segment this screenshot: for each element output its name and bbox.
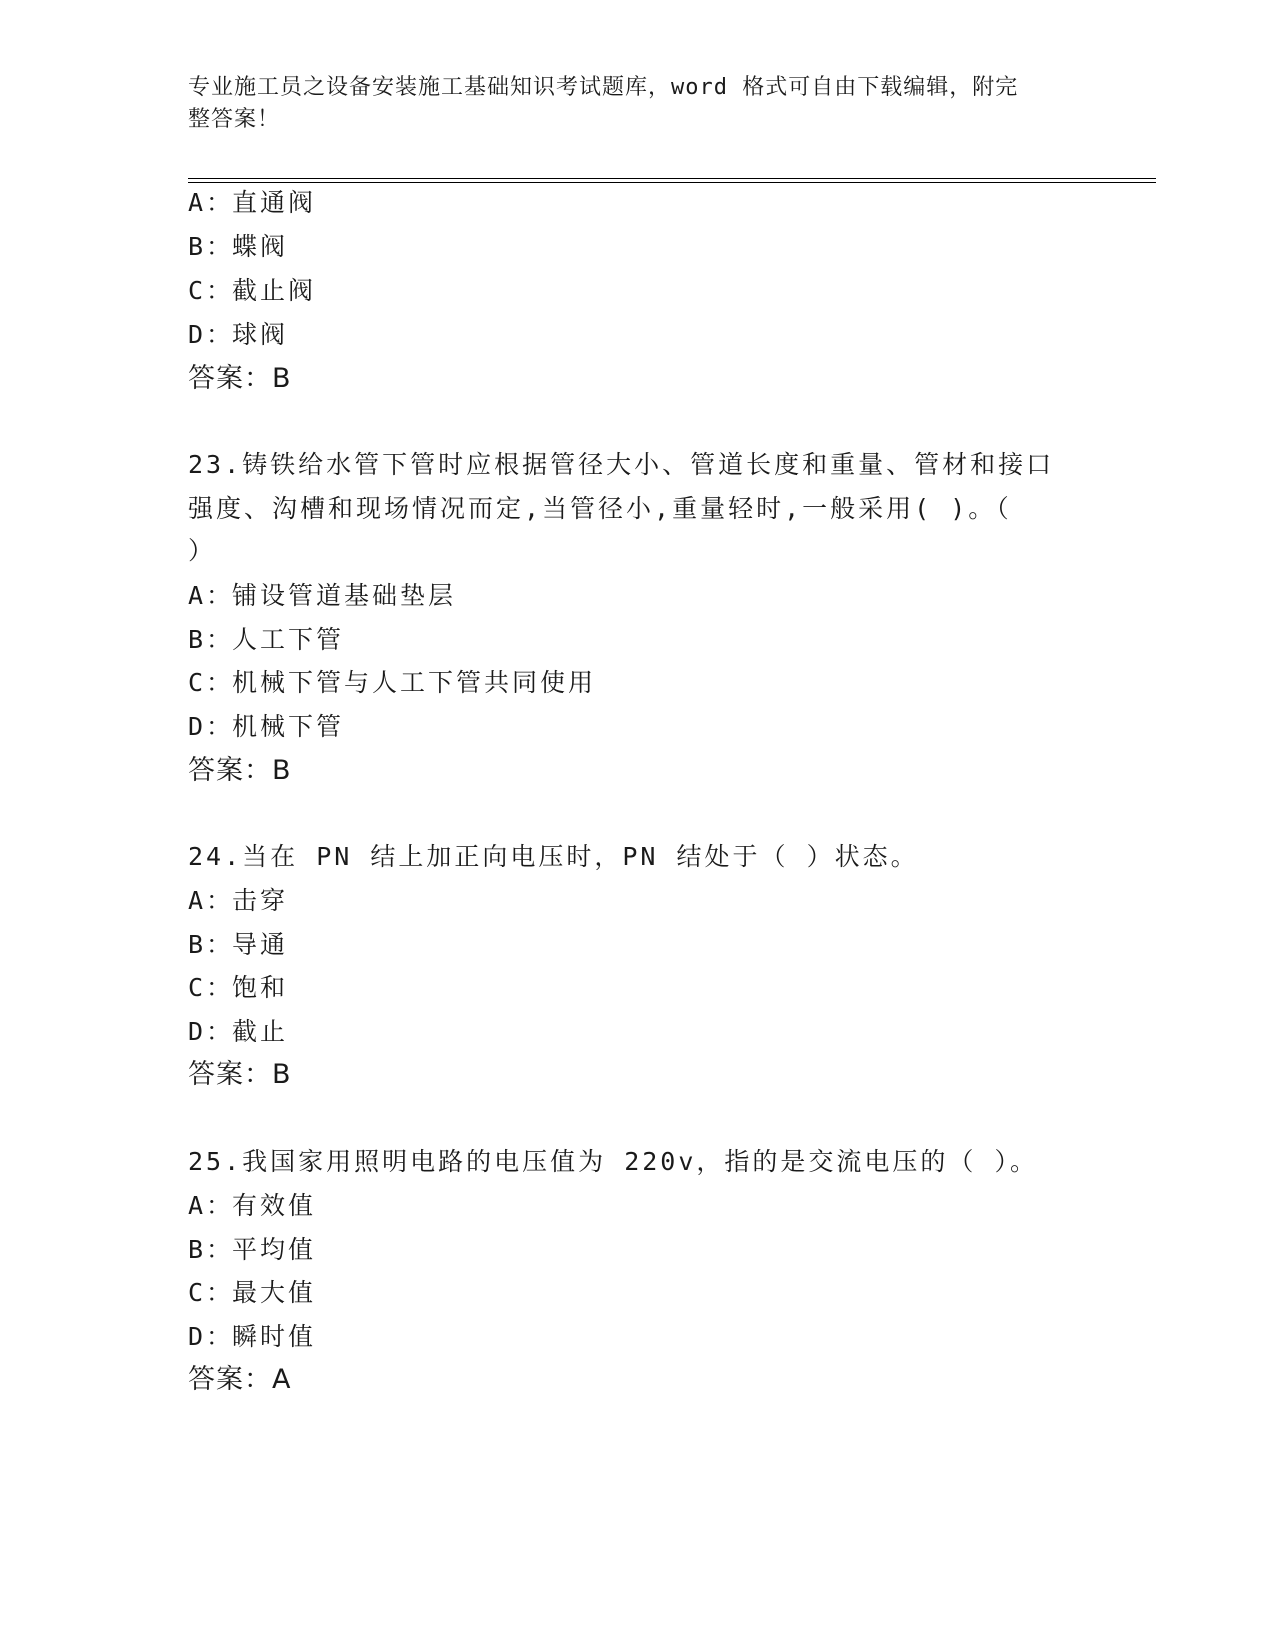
q23-answer: 答案：B — [188, 755, 292, 786]
q23-option-d: D：机械下管 — [188, 712, 345, 741]
q25-option-a: A：有效值 — [188, 1191, 317, 1220]
q24-stem: 24.当在 PN 结上加正向电压时，PN 结处于（ ）状态。 — [188, 842, 919, 871]
q23-stem-line-3: ） — [188, 536, 217, 565]
q23-stem-line-1: 23.铸铁给水管下管时应根据管径大小、管道长度和重量、管材和接口 — [188, 450, 1055, 479]
q25-stem: 25.我国家用照明电路的电压值为 220v，指的是交流电压的（ ）。 — [188, 1147, 1038, 1176]
q22-option-c: C：截止阀 — [188, 276, 317, 305]
q23-option-c: C：机械下管与人工下管共同使用 — [188, 668, 597, 697]
q24-option-d: D：截止 — [188, 1017, 289, 1046]
q22-option-b: B：蝶阀 — [188, 232, 289, 261]
q23-option-a: A：铺设管道基础垫层 — [188, 581, 457, 610]
q23-stem-line-2: 强度、沟槽和现场情况而定,当管径小,重量轻时,一般采用( )。（ — [188, 494, 1012, 523]
q25-option-b: B：平均值 — [188, 1235, 317, 1264]
q24-option-a: A：击穿 — [188, 886, 289, 915]
header-line-1: 专业施工员之设备安装施工基础知识考试题库，word 格式可自由下载编辑，附完 — [188, 75, 1019, 100]
q25-option-d: D：瞬时值 — [188, 1322, 317, 1351]
document-page — [188, 0, 1168, 1650]
q25-answer: 答案：A — [188, 1364, 292, 1395]
q25-option-c: C：最大值 — [188, 1278, 317, 1307]
q24-option-c: C：饱和 — [188, 973, 289, 1002]
q22-option-d: D：球阀 — [188, 320, 289, 349]
q23-option-b: B：人工下管 — [188, 625, 345, 654]
q22-answer: 答案：B — [188, 363, 292, 394]
q22-option-a: A：直通阀 — [188, 188, 317, 217]
q24-option-b: B：导通 — [188, 930, 289, 959]
header-line-2: 整答案！ — [188, 107, 281, 132]
document-header — [188, 72, 1068, 136]
q24-answer: 答案：B — [188, 1059, 292, 1090]
header-divider — [188, 178, 1156, 183]
